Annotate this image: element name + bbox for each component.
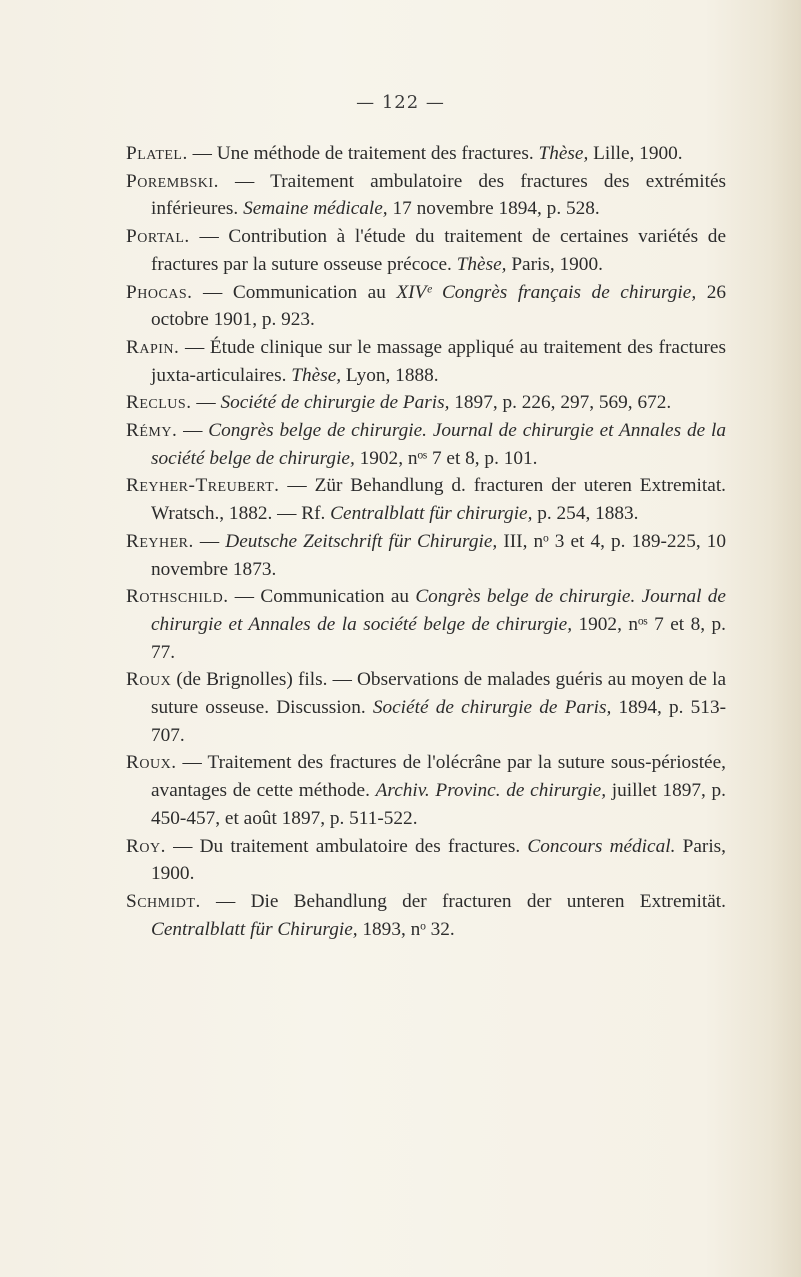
entry-text: 1893, nᵒ 32. [357, 918, 455, 940]
bibliography-entry [126, 528, 726, 583]
entry-source-title: Société de chirurgie de Paris, [220, 392, 450, 414]
entry-author: Roy. [126, 835, 166, 857]
entry-text: — Communication au [192, 281, 397, 303]
entry-author: Rapin. [126, 336, 180, 358]
entry-source-title: Archiv. Provinc. de chirurgie, [375, 780, 607, 802]
bibliography-entry [126, 472, 726, 527]
entry-author: Roux [126, 669, 172, 691]
entry-text: Paris, 1900. [506, 253, 603, 275]
entry-text: — Contribution à l'étude du traitement de certaines variétés de fractures par la suture osseuse précoce. [151, 226, 726, 275]
entry-text: 1902, nᵒˢ 7 et 8, p. 101. [354, 447, 538, 469]
entry-source-title: Thèse, [456, 253, 507, 275]
bibliography-entry [126, 666, 726, 749]
entry-text: — Étude clinique sur le massage appliqué au traitement des fractures juxta-articulaires. [151, 336, 726, 386]
entry-text: — Traitement ambulatoire des fractures des extrémités inférieures. [151, 170, 726, 220]
bibliography-entry [126, 140, 726, 168]
bibliography-list [126, 140, 726, 943]
entry-author: Roux. [126, 752, 177, 774]
page-number: — 122 — [356, 92, 445, 113]
bibliography-entry [126, 168, 726, 223]
entry-text: — Du traitement ambulatoire des fractures. [165, 835, 528, 857]
entry-source-title: XIVᵉ Congrès français de chirurgie, [396, 281, 697, 303]
entry-text: Lille, 1900. [588, 143, 683, 164]
bibliography-entry [126, 749, 726, 832]
entry-source-title: Société de chirurgie de Paris, [372, 697, 612, 719]
bibliography-entry [126, 833, 726, 888]
entry-text: 1902, nᵒˢ 7 et 8, p. 77. [151, 613, 726, 663]
entry-source-title: Semaine médicale, [243, 198, 388, 220]
entry-author: Schmidt. [126, 890, 201, 912]
entry-author: Phocas. [126, 281, 193, 303]
entry-source-title: Deutsche Zeitschrift für Chirurgie, [225, 530, 498, 552]
entry-author: Rothschild. [126, 586, 229, 608]
bibliography-entry [126, 417, 726, 472]
entry-text: p. 254, 1883. [532, 503, 639, 525]
entry-author: Reyher-Treubert. [126, 475, 280, 497]
entry-source-title: Thèse, [291, 364, 342, 386]
entry-source-title: Congrès belge de chirurgie. Journal de chirurgie et Annales de la société belge de chirurgie, [151, 420, 726, 469]
entry-source-title: Concours médical. [527, 835, 676, 857]
entry-text: — [193, 530, 226, 552]
entry-text: — Die Behandlung der fracturen der unteren Extremität. [200, 890, 726, 912]
entry-text: — Communication au [228, 586, 416, 608]
entry-text: juillet 1897, p. 450-457, et août 1897, p. 511-522. [151, 780, 726, 829]
entry-text: (de Brignolles) fils. — Observations de malades guéris au moyen de la suture osseuse. Discussion. [151, 669, 726, 719]
entry-text: 17 novembre 1894, p. 528. [387, 198, 600, 220]
entry-text: III, nᵒ 3 et 4, p. 189-225, 10 novembre 1873. [151, 530, 727, 580]
entry-author: Portal. [126, 226, 190, 248]
bibliography-entry [126, 223, 726, 278]
entry-author: Platel. [126, 143, 188, 164]
entry-text: Lyon, 1888. [341, 364, 439, 386]
entry-source-title: Centralblatt für Chirurgie, [151, 918, 358, 940]
entry-text: 26 octobre 1901, p. 923. [151, 281, 726, 331]
bibliography-entry [126, 334, 726, 389]
entry-author: Reyher. [126, 530, 194, 552]
entry-text: — [191, 392, 221, 414]
entry-author: Porembski. [126, 170, 219, 192]
entry-text: — Une méthode de traitement des fractures. [187, 143, 539, 164]
entry-text: Paris, 1900. [151, 835, 727, 885]
entry-author: Rémy. [126, 420, 178, 442]
entry-source-title: Thèse, [538, 143, 589, 164]
entry-text: — [177, 420, 209, 442]
entry-source-title: Congrès belge de chirurgie. Journal de chirurgie et Annales de la société belge de chirurgie, [151, 586, 726, 635]
entry-text: 1894, p. 513-707. [151, 697, 727, 746]
entry-text: 1897, p. 226, 297, 569, 672. [449, 392, 672, 414]
bibliography-entry [126, 583, 726, 666]
entry-source-title: Centralblatt für chirurgie, [330, 503, 533, 525]
entry-text: — Zür Behandlung d. fracturen der uteren Extremitat. Wratsch., 1882. — Rf. [151, 475, 726, 525]
entry-text: — Traitement des fractures de l'olécrâne par la suture sous-périostée, avantages de cette méthode. [151, 752, 726, 802]
entry-author: Reclus. [126, 392, 192, 414]
bibliography-entry [126, 279, 726, 334]
bibliography-entry [126, 389, 726, 417]
bibliography-entry [126, 888, 726, 943]
